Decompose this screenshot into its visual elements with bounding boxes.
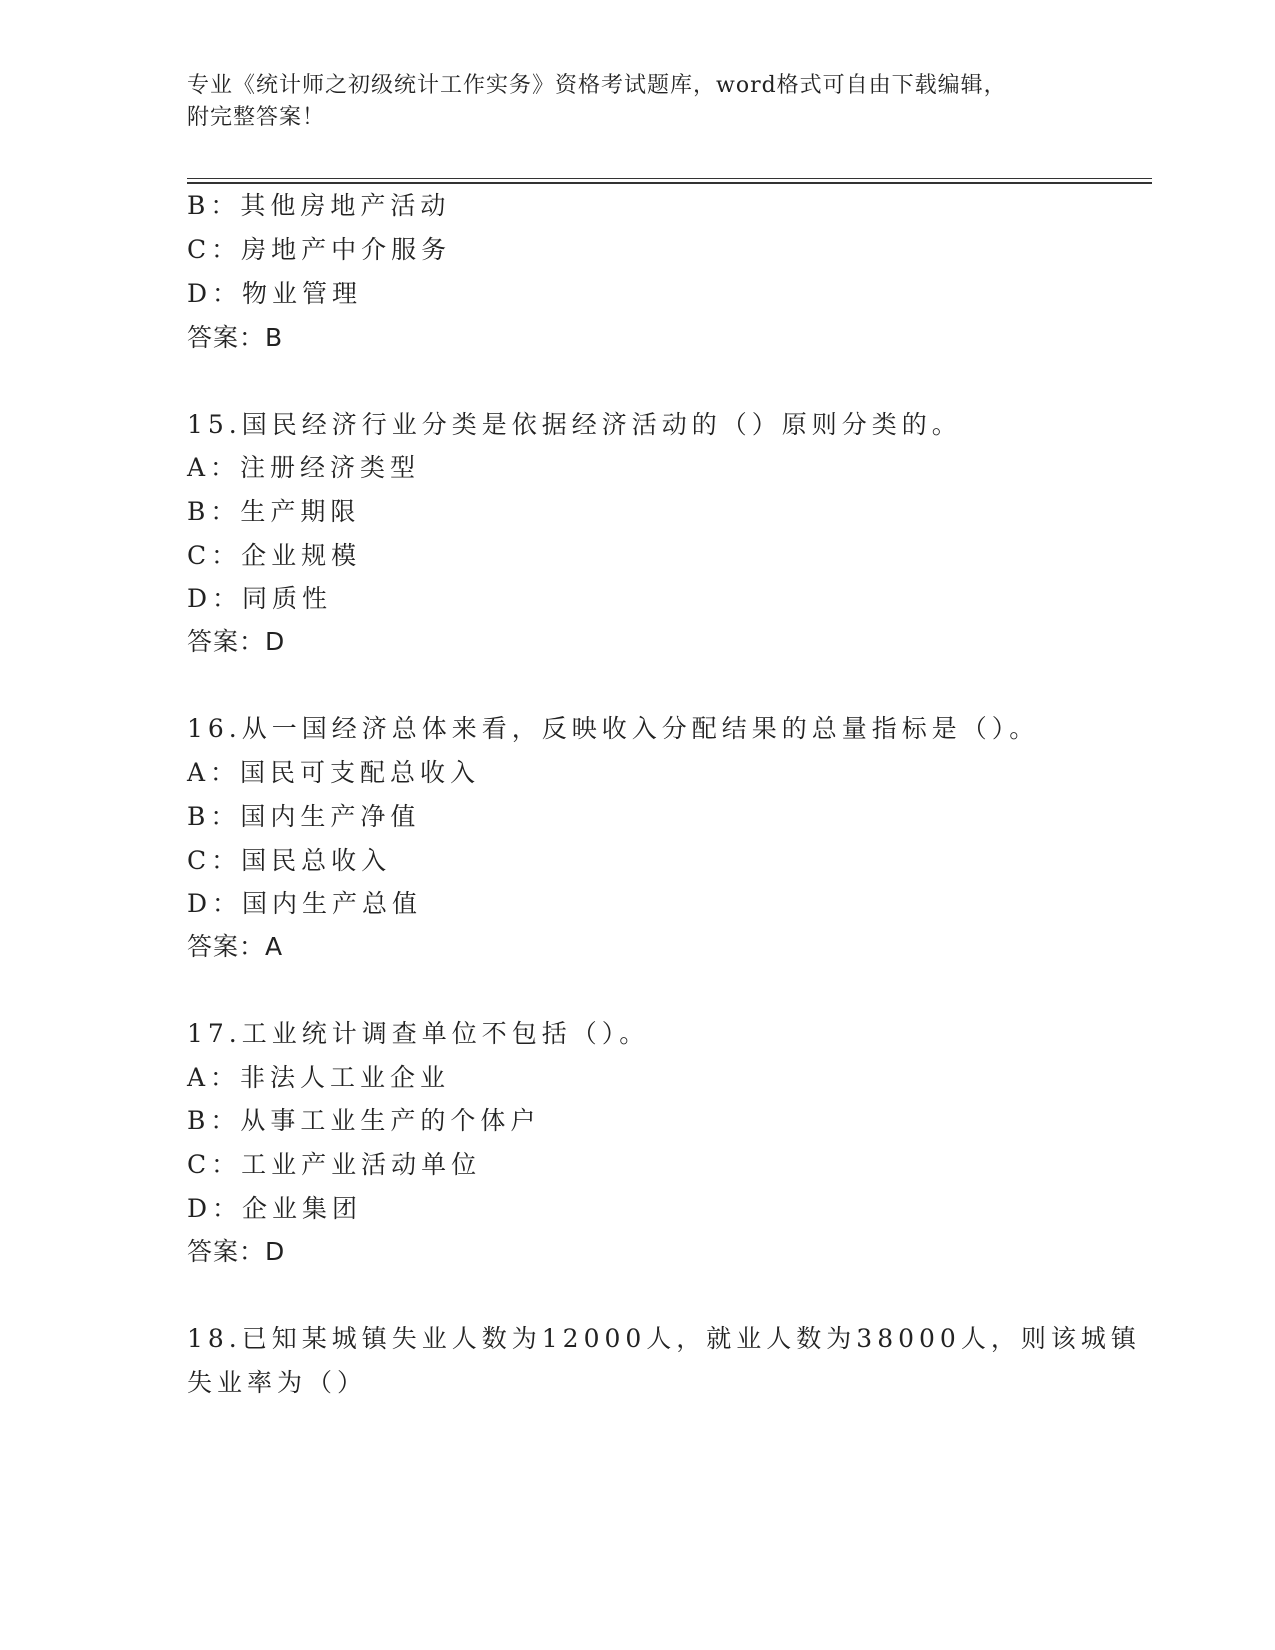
answer: 答案：A [187, 932, 284, 961]
answer: 答案：D [187, 627, 286, 656]
header-divider-thick [187, 182, 1152, 184]
option-a: A：注册经济类型 [187, 453, 421, 482]
answer: 答案：D [187, 1237, 286, 1266]
option-d: D：同质性 [187, 584, 333, 613]
option-c: C：企业规模 [187, 541, 362, 570]
header-divider-thin [187, 178, 1152, 179]
option-d: D：物业管理 [187, 279, 363, 308]
option-d: D：企业集团 [187, 1194, 363, 1223]
answer: 答案：B [187, 323, 284, 352]
option-d: D：国内生产总值 [187, 889, 423, 918]
document-header [187, 70, 1087, 134]
question-stem: 15.国民经济行业分类是依据经济活动的（）原则分类的。 [187, 410, 962, 439]
option-a: A：国民可支配总收入 [187, 758, 481, 787]
question-stem: 16.从一国经济总体来看，反映收入分配结果的总量指标是（）。 [187, 714, 1040, 743]
option-b: B：国内生产净值 [187, 802, 421, 831]
option-b: B：从事工业生产的个体户 [187, 1106, 541, 1135]
header-line-2: 附完整答案！ [187, 105, 326, 130]
option-c: C：工业产业活动单位 [187, 1150, 482, 1179]
option-a: A：非法人工业企业 [187, 1063, 451, 1092]
option-c: C：国民总收入 [187, 846, 392, 875]
option-c: C：房地产中介服务 [187, 235, 452, 264]
question-stem: 17.工业统计调查单位不包括（）。 [187, 1019, 650, 1048]
question-stem-line-1: 18.已知某城镇失业人数为12000人，就业人数为38000人，则该城镇 [187, 1324, 1141, 1353]
header-line-1: 专业《统计师之初级统计工作实务》资格考试题库，word格式可自由下载编辑， [187, 73, 1007, 98]
option-b: B：生产期限 [187, 497, 361, 526]
question-stem-line-2: 失业率为（） [187, 1368, 368, 1397]
option-b: B：其他房地产活动 [187, 191, 451, 220]
